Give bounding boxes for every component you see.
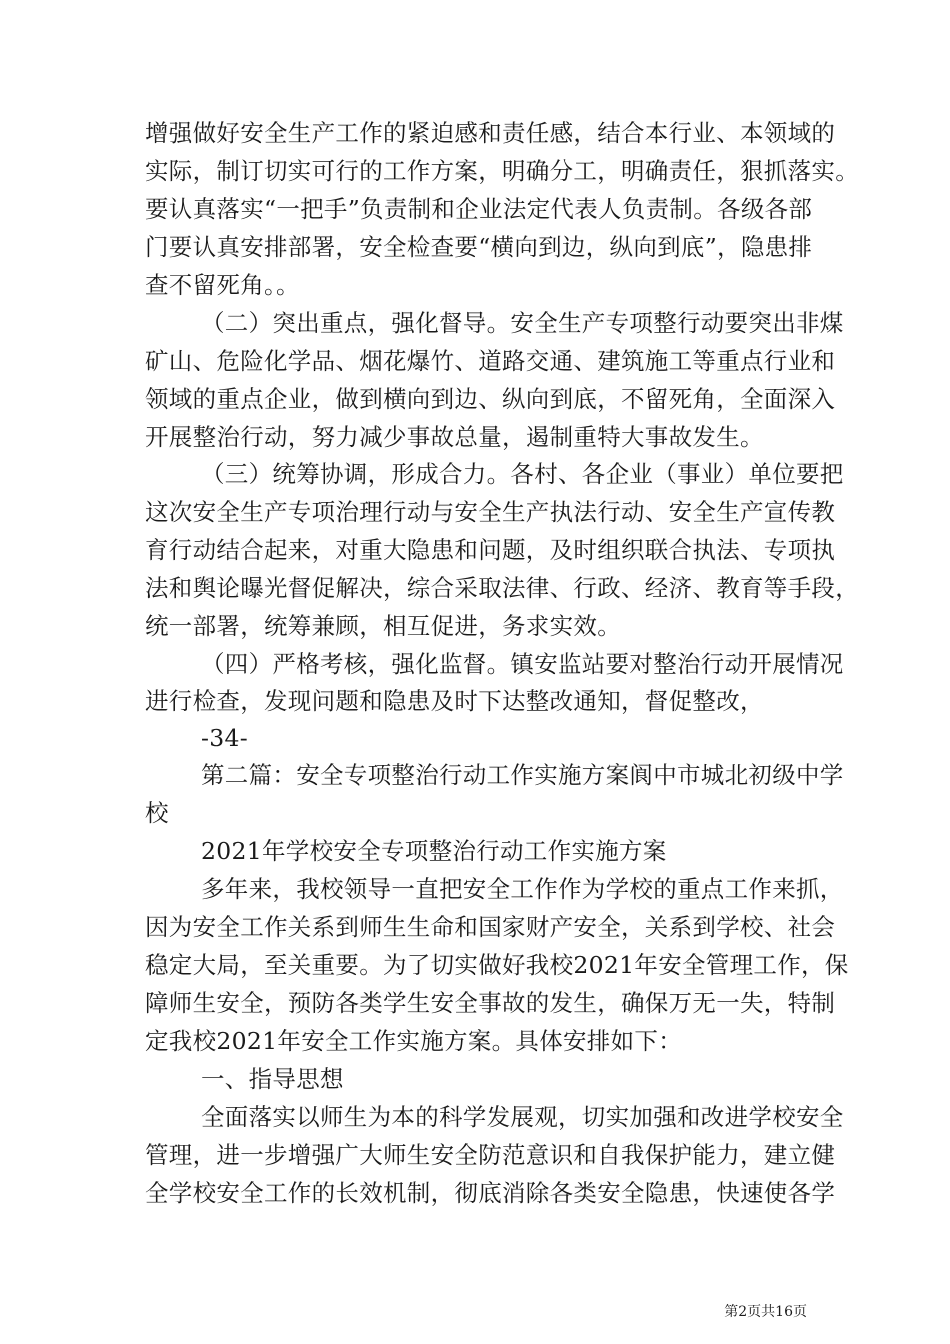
- text-line: 统一部署，统筹兼顾，相互促进，务求实效。: [145, 612, 621, 640]
- text-line: 全学校安全工作的长效机制，彻底消除各类安全隐患，快速使各学: [145, 1179, 836, 1207]
- text-line: 全面落实以师生为本的科学发展观，切实加强和改进学校安全: [201, 1103, 844, 1131]
- text-line: 法和舆论曝光督促解决，综合采取法律、行政、经济、教育等手段，: [145, 574, 859, 602]
- section-title: 第二篇：安全专项整治行动工作实施方案阆中市城北初级中学: [201, 761, 844, 789]
- paragraph-heading-4: （四）严格考核，强化监督。镇安监站要对整治行动开展情况: [201, 650, 844, 678]
- text-line: 管理，进一步增强广大师生安全防范意识和自我保护能力，建立健: [145, 1141, 836, 1169]
- text-line: 障师生安全，预防各类学生安全事故的发生，确保万无一失，特制: [145, 989, 836, 1017]
- text-line: 因为安全工作关系到师生生命和国家财产安全，关系到学校、社会: [145, 913, 836, 941]
- subsection-heading: 一、指导思想: [201, 1065, 344, 1093]
- text-line: 矿山、危险化学品、烟花爆竹、道路交通、建筑施工等重点行业和: [145, 347, 836, 375]
- text-line: 要认真落实“一把手”负责制和企业法定代表人负责制。各级各部: [145, 195, 813, 223]
- text-line: 领域的重点企业，做到横向到边、纵向到底，不留死角，全面深入: [145, 385, 836, 413]
- text-line: 稳定大局，至关重要。为了切实做好我校2021年安全管理工作，保: [145, 951, 849, 979]
- paragraph-heading-2: （二）突出重点，强化督导。安全生产专项整行动要突出非煤: [201, 309, 844, 337]
- text-line: 开展整治行动，努力减少事故总量，遏制重特大事故发生。: [145, 423, 764, 451]
- text-line: 定我校2021年安全工作实施方案。具体安排如下：: [145, 1027, 683, 1055]
- plan-title: 2021年学校安全专项整治行动工作实施方案: [201, 837, 667, 865]
- text-line: 校: [145, 799, 169, 827]
- text-line: 这次安全生产专项治理行动与安全生产执法行动、安全生产宣传教: [145, 498, 836, 526]
- text-line: 实际，制订切实可行的工作方案，明确分工，明确责任，狠抓落实。: [145, 157, 859, 185]
- text-line: 门要认真安排部署，安全检查要“横向到边，纵向到底”，隐患排: [145, 233, 813, 261]
- text-line: 多年来，我校领导一直把安全工作作为学校的重点工作来抓，: [201, 875, 844, 903]
- text-line: 查不留死角。。: [145, 271, 300, 299]
- text-line: 进行检查，发现问题和隐患及时下达整改通知，督促整改，: [145, 687, 764, 715]
- page-number-inline: -34-: [201, 724, 248, 752]
- text-line: 增强做好安全生产工作的紧迫感和责任感，结合本行业、本领域的: [145, 119, 836, 147]
- page-footer: 第2页共16页: [724, 1304, 807, 1320]
- paragraph-heading-3: （三）统筹协调，形成合力。各村、各企业（事业）单位要把: [201, 460, 844, 488]
- text-line: 育行动结合起来，对重大隐患和问题，及时组织联合执法、专项执: [145, 536, 836, 564]
